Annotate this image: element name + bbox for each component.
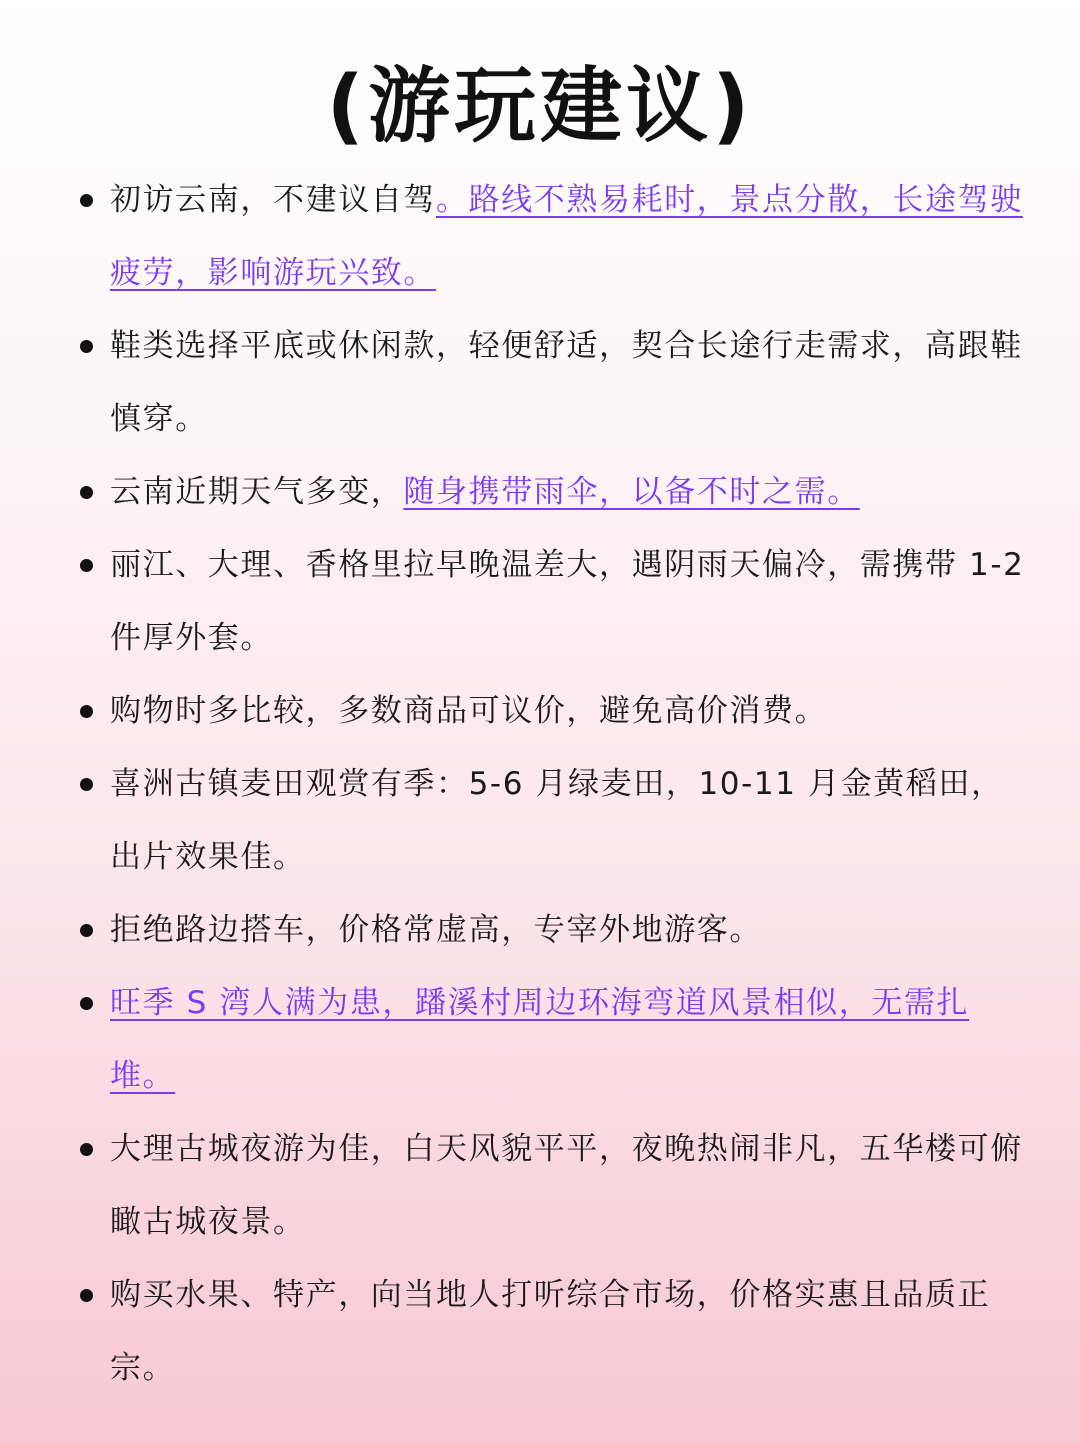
bullet-icon [80, 340, 93, 353]
tip-text: 喜洲古镇麦田观赏有季：5-6 月绿麦田，10-11 月金黄稻田，出片效果佳。 [110, 766, 1004, 875]
bullet-icon [80, 1143, 93, 1156]
bullet-icon [80, 778, 93, 791]
tips-list [0, 164, 1080, 1405]
tip-text: 鞋类选择平底或休闲款，轻便舒适，契合长途行走需求，高跟鞋慎穿。 [110, 328, 1023, 437]
tip-highlight: 旺季 S 湾人满为患，蹯溪村周边环海弯道风景相似，无需扎堆。 [110, 985, 970, 1094]
tip-highlight: 随身携带雨伞，以备不时之需。 [403, 474, 860, 510]
bullet-icon [80, 194, 93, 207]
tip-text: 购买水果、特产，向当地人打听综合市场，价格实惠且品质正宗。 [110, 1277, 991, 1386]
bullet-icon [80, 486, 93, 499]
bullet-icon [80, 997, 93, 1010]
list-item [0, 967, 1080, 1113]
list-item [0, 748, 1080, 894]
bullet-icon [80, 705, 93, 718]
list-item [0, 675, 1080, 748]
tip-text: 购物时多比较，多数商品可议价，避免高价消费。 [110, 693, 828, 729]
list-item [0, 1113, 1080, 1259]
tip-text: 初访云南，不建议自驾 [110, 182, 436, 218]
tip-text: 云南近期天气多变， [110, 474, 404, 510]
tip-text: 大理古城夜游为佳，白天风貌平平，夜晚热闹非凡，五华楼可俯瞰古城夜景。 [110, 1131, 1023, 1240]
tip-highlight: 。路线不熟易耗时，景点分散，长途驾驶疲劳，影响游玩兴致。 [110, 182, 1023, 291]
list-item [0, 310, 1080, 456]
page-title: (游玩建议) [326, 59, 754, 154]
tip-text: 丽江、大理、香格里拉早晚温差大，遇阴雨天偏冷，需携带 1-2 件厚外套。 [110, 547, 1025, 656]
list-item [0, 529, 1080, 675]
list-item [0, 894, 1080, 967]
list-item [0, 1259, 1080, 1405]
list-item [0, 456, 1080, 529]
bullet-icon [80, 1289, 93, 1302]
bullet-icon [80, 559, 93, 572]
list-item [0, 164, 1080, 310]
bullet-icon [80, 924, 93, 937]
tip-text: 拒绝路边搭车，价格常虚高，专宰外地游客。 [110, 912, 762, 948]
